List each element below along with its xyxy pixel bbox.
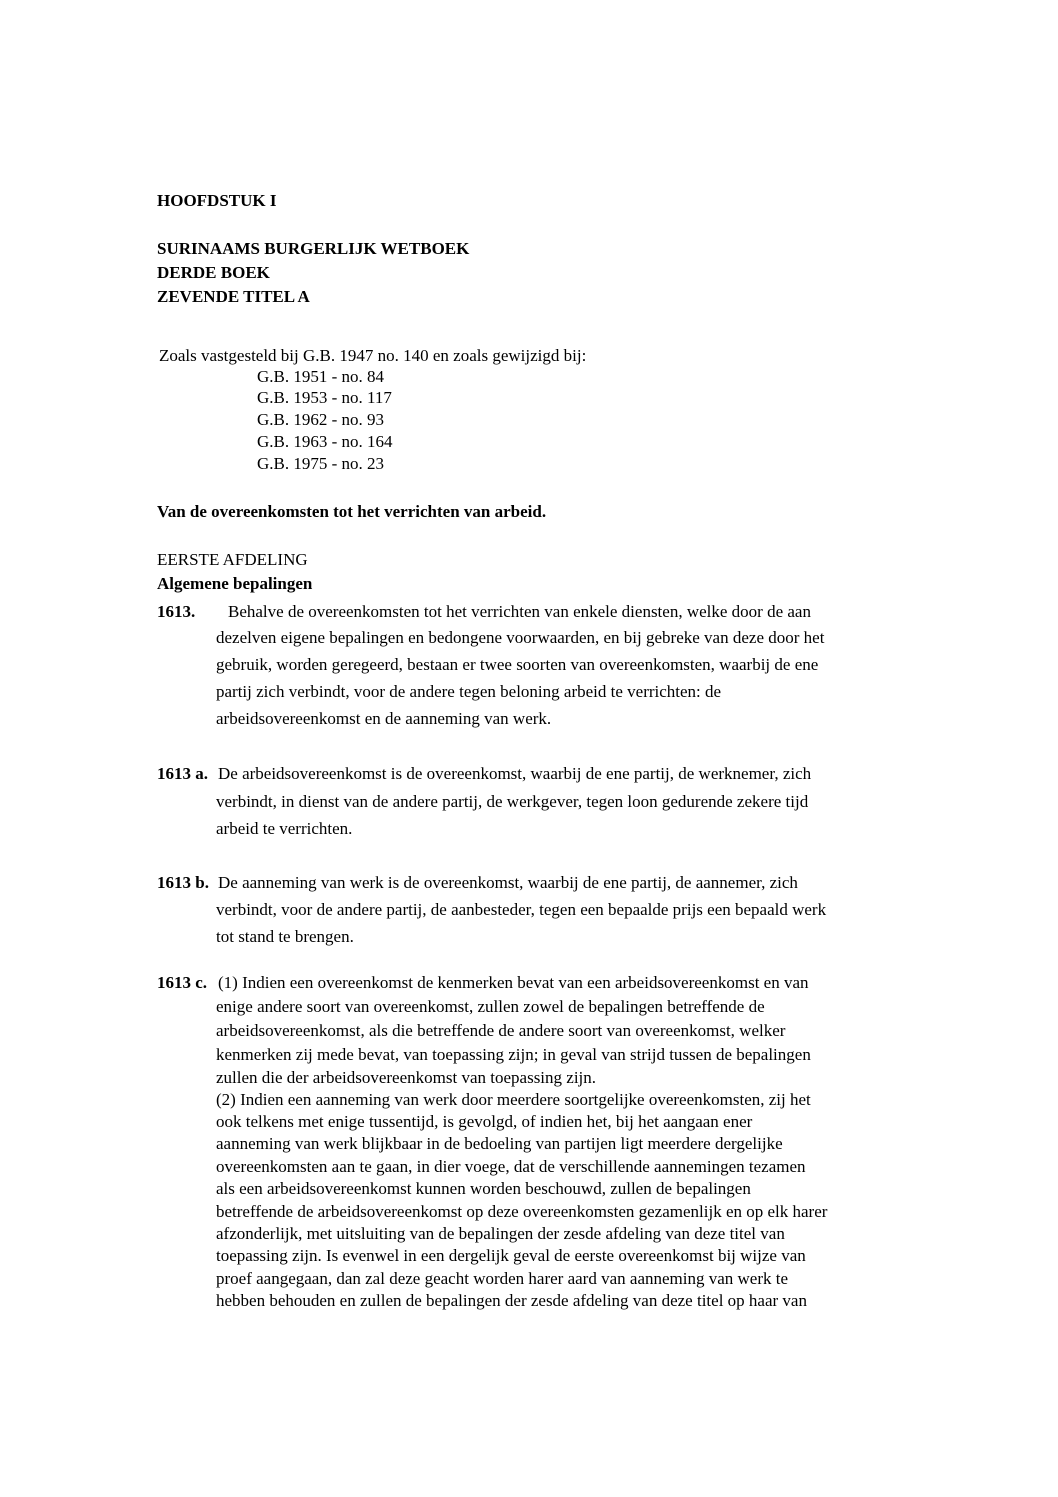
- article-text-line: ook telkens met enige tussentijd, is gevolgd, of indien het, bij het aangaan ener: [216, 1112, 753, 1131]
- amendment-item: G.B. 1975 - no. 23: [257, 454, 385, 473]
- article-text-line: enige andere soort van overeenkomst, zullen zowel de bepalingen betreffende de: [216, 997, 765, 1016]
- article-number: 1613.: [157, 602, 196, 621]
- chapter-heading: HOOFDSTUK I: [157, 191, 277, 210]
- title-line: SURINAAMS BURGERLIJK WETBOEK: [157, 239, 470, 258]
- amendment-item: G.B. 1953 - no. 117: [257, 388, 392, 407]
- article-text-line: betreffende de arbeidsovereenkomst op deze overeenkomsten gezamenlijk en op elk harer: [216, 1202, 828, 1221]
- article-text-line: overeenkomsten aan te gaan, in dier voege, dat de verschillende aannemingen tezamen: [216, 1157, 806, 1176]
- article-number: 1613 b.: [157, 873, 209, 892]
- section-subtitle: Algemene bepalingen: [157, 574, 313, 593]
- article-text-line: verbindt, in dienst van de andere partij, de werkgever, tegen loon gedurende zekere tijd: [216, 792, 809, 811]
- article-text-line: arbeid te verrichten.: [216, 819, 353, 838]
- article-text-line: als een arbeidsovereenkomst kunnen worden beschouwd, zullen de bepalingen: [216, 1179, 751, 1198]
- article-text-line: De arbeidsovereenkomst is de overeenkomst, waarbij de ene partij, de werknemer, zich: [218, 764, 812, 783]
- section-title: EERSTE AFDELING: [157, 550, 308, 569]
- article-text-line: dezelven eigene bepalingen en bedongene voorwaarden, en bij gebreke van deze door het: [216, 628, 825, 647]
- article-text-line: kenmerken zij mede bevat, van toepassing zijn; in geval van strijd tussen de bepalingen: [216, 1045, 811, 1064]
- article-text-line: De aanneming van werk is de overeenkomst, waarbij de ene partij, de aannemer, zich: [218, 873, 798, 892]
- article-text-line: (1) Indien een overeenkomst de kenmerken bevat van een arbeidsovereenkomst en van: [218, 973, 809, 992]
- article-text-line: partij zich verbindt, voor de andere tegen beloning arbeid te verrichten: de: [216, 682, 722, 701]
- article-text-line: verbindt, voor de andere partij, de aanbesteder, tegen een bepaalde prijs een bepaald werk: [216, 900, 827, 919]
- article-text-line: proef aangegaan, dan zal deze geacht worden harer aard van aanneming van werk te: [216, 1269, 789, 1288]
- article-text-line: gebruik, worden geregeerd, bestaan er twee soorten van overeenkomsten, waarbij de ene: [216, 655, 819, 674]
- title-line: ZEVENDE TITEL A: [157, 287, 310, 306]
- subject-heading: Van de overeenkomsten tot het verrichten van arbeid.: [157, 502, 547, 521]
- article-text-line: arbeidsovereenkomst, als die betreffende de andere soort van overeenkomst, welker: [216, 1021, 786, 1040]
- article-text-line: Behalve de overeenkomsten tot het verrichten van enkele diensten, welke door de aan: [228, 602, 811, 621]
- amendments-intro: Zoals vastgesteld bij G.B. 1947 no. 140 en zoals gewijzigd bij:: [159, 346, 587, 365]
- amendment-item: G.B. 1951 - no. 84: [257, 367, 385, 386]
- title-line: DERDE BOEK: [157, 263, 270, 282]
- article-text-line: afzonderlijk, met uitsluiting van de bepalingen der zesde afdeling van deze titel van: [216, 1224, 785, 1243]
- article-text-line: tot stand te brengen.: [216, 927, 354, 946]
- article-text-line: aanneming van werk blijkbaar in de bedoeling van partijen ligt meerdere dergelijke: [216, 1134, 783, 1153]
- amendment-item: G.B. 1962 - no. 93: [257, 410, 385, 429]
- article-text-line: hebben behouden en zullen de bepalingen der zesde afdeling van deze titel op haar van: [216, 1291, 807, 1310]
- article-number: 1613 a.: [157, 764, 208, 783]
- article-text-line: zullen die der arbeidsovereenkomst van toepassing zijn.: [216, 1068, 597, 1087]
- article-text-line: (2) Indien een aanneming van werk door meerdere soortgelijke overeenkomsten, zij het: [216, 1090, 811, 1109]
- article-number: 1613 c.: [157, 973, 208, 992]
- article-text-line: toepassing zijn. Is evenwel in een dergelijk geval de eerste overeenkomst bij wijze van: [216, 1246, 806, 1265]
- article-text-line: arbeidsovereenkomst en de aanneming van werk.: [216, 709, 552, 728]
- amendment-item: G.B. 1963 - no. 164: [257, 432, 393, 451]
